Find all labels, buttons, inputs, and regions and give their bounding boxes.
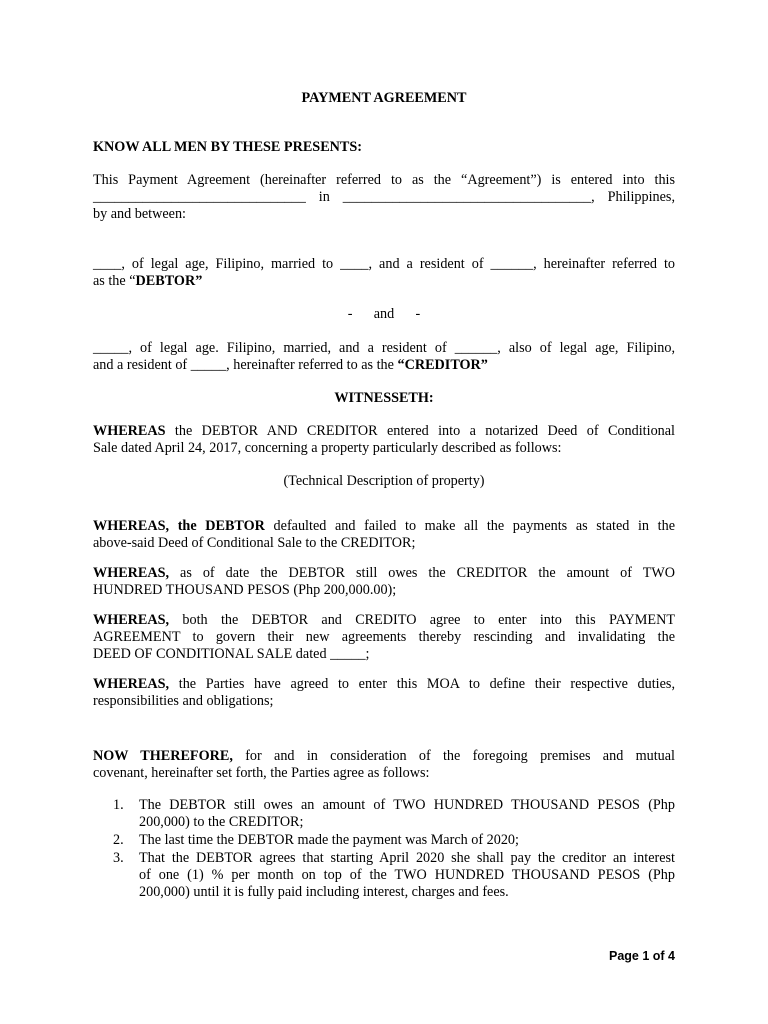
whereas3-line-2: HUNDRED THOUSAND PESOS (Php 200,000.00); <box>93 582 397 598</box>
list-item-number: 2. <box>113 832 124 848</box>
whereas3-keyword: WHEREAS, <box>93 565 170 581</box>
place-blank: ___________________________________, <box>342 189 595 205</box>
debtor-line-1: ____, of legal age, Filipino, married to ____, and a resident of ______, hereinafter referred to <box>93 256 675 272</box>
whereas2-line-1 <box>93 518 675 535</box>
list-item <box>113 832 675 849</box>
intro-line-3: by and between: <box>93 206 186 222</box>
now-therefore-clause <box>93 748 675 782</box>
list-item-number: 1. <box>113 797 124 813</box>
whereas4-line-1 <box>93 612 675 629</box>
whereas5-line-2: responsibilities and obligations; <box>93 693 274 709</box>
whereas2-line-1-text: defaulted and failed to make all the payments as stated in the <box>264 518 675 534</box>
whereas2-line-2: above-said Deed of Conditional Sale to the CREDITOR; <box>93 535 416 551</box>
intro-country: Philippines, <box>607 189 675 205</box>
list-item-3-line-3: 200,000) until it is fully paid including interest, charges and fees. <box>139 884 509 900</box>
whereas-clause-1 <box>93 423 675 457</box>
debtor-line-2-text: as the “ <box>93 273 136 289</box>
document-title: PAYMENT AGREEMENT <box>301 90 467 106</box>
creditor-line-2 <box>93 357 675 374</box>
whereas5-line-1-text: the Parties have agreed to enter this MOA to define their respective duties, <box>169 676 675 692</box>
now-therefore-line-1-text: for and in consideration of the foregoing premises and mutual <box>232 748 675 764</box>
creditor-paragraph <box>93 340 675 374</box>
list-item <box>113 797 675 831</box>
list-item-text <box>139 850 675 901</box>
whereas3-line-1-text: as of date the DEBTOR still owes the CREDITOR the amount of TWO <box>169 565 675 581</box>
debtor-label: DEBTOR” <box>135 273 203 289</box>
list-item-3-line-2: of one (1) % per month on top of the TWO HUNDRED THOUSAND PESOS (Php <box>139 867 675 883</box>
witnesseth-heading: WITNESSETH: <box>334 390 434 406</box>
debtor-line-2 <box>93 273 675 290</box>
whereas-clause-2 <box>93 518 675 552</box>
page-number: Page 1 of 4 <box>609 949 675 963</box>
creditor-line-1: _____, of legal age. Filipino, married, and a resident of ______, also of legal age, Filipino, <box>93 340 675 356</box>
now-therefore-line-2: covenant, hereinafter set forth, the Parties agree as follows: <box>93 765 430 781</box>
list-item-text <box>139 832 675 849</box>
whereas-clause-5 <box>93 676 675 710</box>
whereas4-line-1-text: both the DEBTOR and CREDITO agree to enter into this PAYMENT <box>169 612 675 628</box>
list-item-3-line-1: That the DEBTOR agrees that starting April 2020 she shall pay the creditor an interest <box>139 850 675 866</box>
whereas1-line-1 <box>93 423 675 440</box>
preamble-heading: KNOW ALL MEN BY THESE PRESENTS: <box>93 139 362 155</box>
intro-line-1: This Payment Agreement (hereinafter referred to as the “Agreement”) is entered into this <box>93 172 675 188</box>
intro-in-word: in <box>318 189 330 205</box>
whereas1-keyword: WHEREAS <box>93 423 166 439</box>
creditor-label: “CREDITOR” <box>397 357 488 373</box>
list-item-number: 3. <box>113 850 124 866</box>
debtor-paragraph <box>93 256 675 290</box>
whereas2-keyword: WHEREAS, the DEBTOR <box>93 518 265 534</box>
intro-line-2 <box>93 189 675 206</box>
list-item-1-line-1: The DEBTOR still owes an amount of TWO HUNDRED THOUSAND PESOS (Php <box>139 797 675 813</box>
list-item-2-line-1: The last time the DEBTOR made the payment was March of 2020; <box>139 832 519 848</box>
whereas4-keyword: WHEREAS, <box>93 612 170 628</box>
whereas-clause-4 <box>93 612 675 663</box>
whereas1-line-1-text: the DEBTOR AND CREDITOR entered into a notarized Deed of Conditional <box>165 423 675 439</box>
whereas4-line-3: DEED OF CONDITIONAL SALE dated _____; <box>93 646 370 662</box>
intro-paragraph <box>93 172 675 223</box>
whereas4-line-2: AGREEMENT to govern their new agreements thereby rescinding and invalidating the <box>93 629 675 645</box>
terms-list <box>113 797 675 907</box>
whereas5-keyword: WHEREAS, <box>93 676 170 692</box>
list-item-text <box>139 797 675 831</box>
whereas1-line-2: Sale dated April 24, 2017, concerning a property particularly described as follows: <box>93 440 562 456</box>
list-item-1-line-2: 200,000) to the CREDITOR; <box>139 814 304 830</box>
whereas5-line-1 <box>93 676 675 693</box>
now-therefore-line-1 <box>93 748 675 765</box>
date-blank: ______________________________ <box>93 189 306 205</box>
creditor-line-2-text: and a resident of _____, hereinafter referred to as the <box>93 357 398 373</box>
now-therefore-keyword: NOW THEREFORE, <box>93 748 233 764</box>
and-separator: - and - <box>347 306 421 322</box>
technical-description: (Technical Description of property) <box>283 473 485 489</box>
whereas3-line-1 <box>93 565 675 582</box>
whereas-clause-3 <box>93 565 675 599</box>
list-item <box>113 850 675 901</box>
